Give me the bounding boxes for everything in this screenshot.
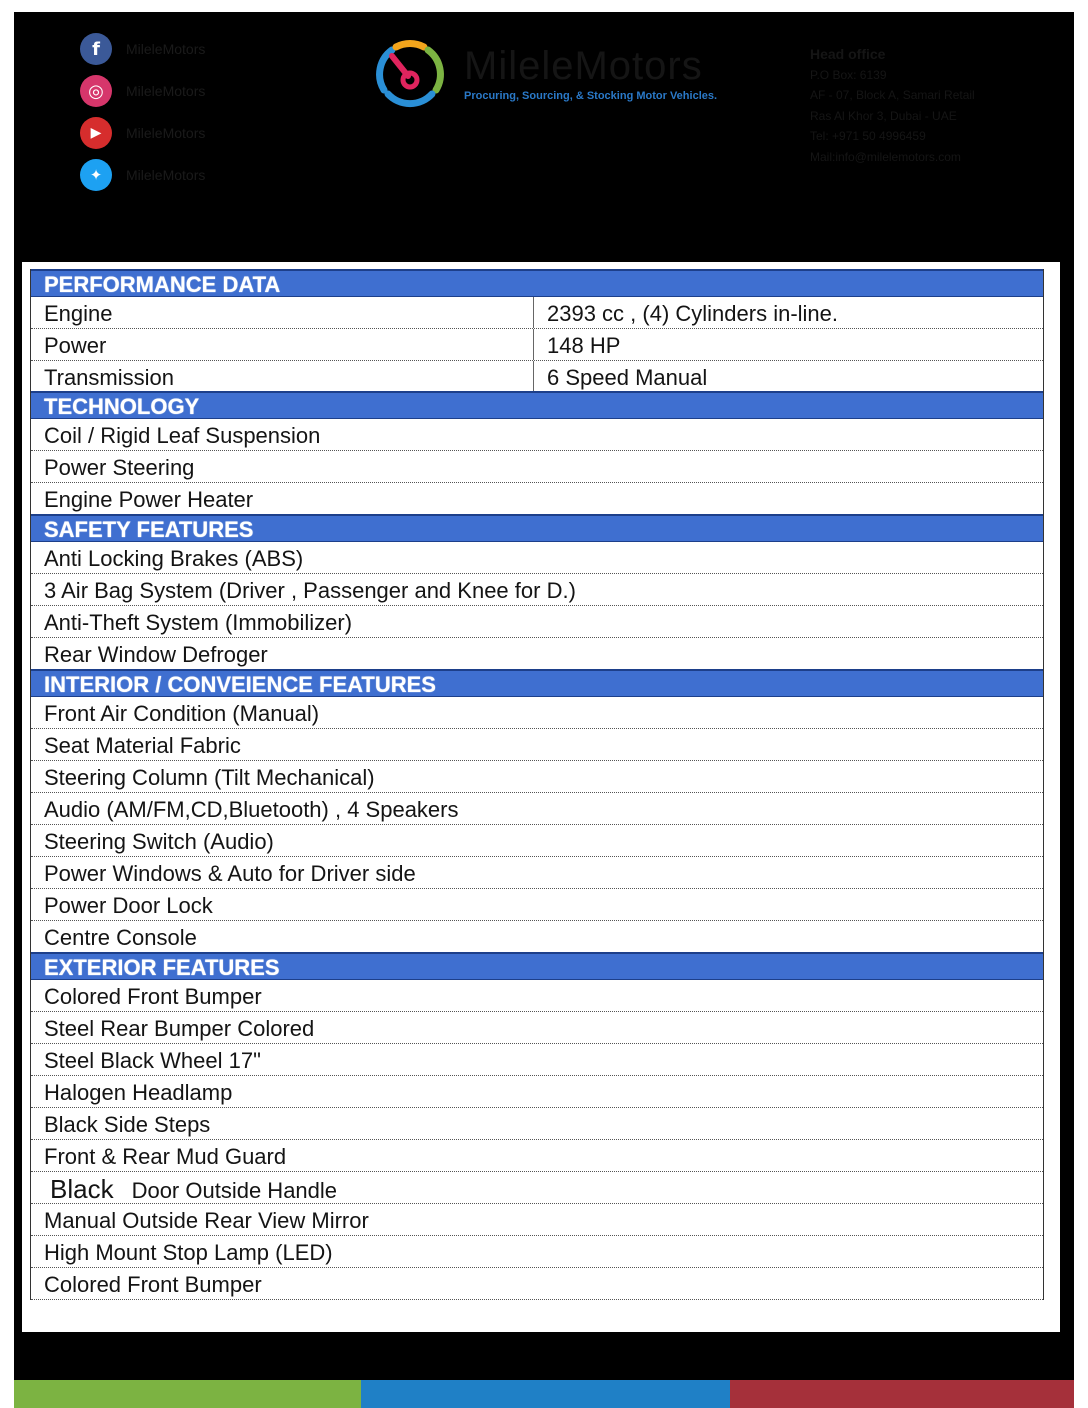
social-handle: MileleMotors [126, 41, 206, 57]
speedometer-logo-icon [370, 34, 450, 114]
spec-row [31, 606, 1043, 638]
spec-row [31, 980, 1043, 1012]
spec-label: Halogen Headlamp [44, 1080, 233, 1105]
spec-label: Coil / Rigid Leaf Suspension [44, 423, 321, 448]
spec-label: Door Outside Handle [131, 1178, 338, 1203]
brand-tagline: Procuring, Sourcing, & Stocking Motor Vehicles. [464, 90, 718, 102]
office-line: AF - 07, Block A, Samari Retail [810, 88, 975, 102]
spec-row [31, 297, 1043, 329]
brand-logo [370, 34, 717, 114]
spec-row [31, 419, 1043, 451]
spec-row [31, 1076, 1043, 1108]
spec-row [31, 889, 1043, 921]
social-handle: MileleMotors [126, 125, 206, 141]
head-office-title: Head office [810, 46, 886, 62]
spec-row [31, 1044, 1043, 1076]
spec-label: Rear Window Defroger [44, 642, 268, 667]
spec-label: Engine Power Heater [44, 487, 254, 512]
spec-label: Steering Column (Tilt Mechanical) [44, 765, 375, 790]
head-office-info [810, 44, 975, 167]
spec-label: Manual Outside Rear View Mirror [44, 1208, 369, 1233]
social-youtube[interactable] [80, 112, 205, 154]
social-handle: MileleMotors [126, 167, 206, 183]
spec-value: 6 Speed Manual [547, 365, 708, 390]
spec-label: Colored Front Bumper [44, 1272, 262, 1297]
spec-row [31, 451, 1043, 483]
section-header-exterior: EXTERIOR FEATURES [31, 952, 1043, 980]
spec-label: Power Windows & Auto for Driver side [44, 861, 416, 886]
spec-label: 3 Air Bag System (Driver , Passenger and Knee for D.) [44, 578, 576, 603]
spec-row [31, 329, 1043, 361]
spec-label: Black Side Steps [44, 1112, 211, 1137]
youtube-icon: ▶ [80, 117, 112, 149]
spec-label: Engine [31, 297, 534, 328]
twitter-icon: ✦ [80, 159, 112, 191]
spec-row [31, 483, 1043, 514]
spec-row [31, 361, 1043, 391]
facebook-icon: f [80, 33, 112, 65]
spec-row [31, 638, 1043, 669]
spec-label: Anti-Theft System (Immobilizer) [44, 610, 353, 635]
spec-row [31, 793, 1043, 825]
spec-row [31, 825, 1043, 857]
spec-value: 148 HP [547, 333, 621, 358]
section-header-performance: PERFORMANCE DATA [31, 269, 1043, 297]
social-instagram[interactable] [80, 70, 205, 112]
spec-row [31, 574, 1043, 606]
spec-label: Transmission [31, 361, 534, 391]
spec-label: Power Door Lock [44, 893, 213, 918]
social-twitter[interactable] [80, 154, 205, 196]
instagram-icon: ◎ [80, 75, 112, 107]
social-handle: MileleMotors [126, 83, 206, 99]
spec-row [31, 1012, 1043, 1044]
spec-label: Power Steering [44, 455, 195, 480]
spec-label: Steel Rear Bumper Colored [44, 1016, 315, 1041]
social-facebook[interactable] [80, 28, 205, 70]
spec-label: Seat Material Fabric [44, 733, 241, 758]
office-line: Tel: +971 50 4996459 [810, 129, 926, 143]
footer-bar-red [730, 1380, 1074, 1408]
spec-label-prefix: Black [50, 1174, 114, 1204]
spec-label: Colored Front Bumper [44, 984, 262, 1009]
spec-label: Front Air Condition (Manual) [44, 701, 320, 726]
spec-row [31, 1236, 1043, 1268]
social-links [80, 28, 205, 196]
spec-label: Anti Locking Brakes (ABS) [44, 546, 304, 571]
spec-row [31, 857, 1043, 889]
section-header-safety: SAFETY FEATURES [31, 514, 1043, 542]
spec-label: Front & Rear Mud Guard [44, 1144, 287, 1169]
section-header-interior: INTERIOR / CONVEIENCE FEATURES [31, 669, 1043, 697]
spec-row [31, 1108, 1043, 1140]
spec-row [31, 729, 1043, 761]
spec-label: Audio (AM/FM,CD,Bluetooth) , 4 Speakers [44, 797, 459, 822]
spec-row [31, 921, 1043, 952]
spec-row [31, 1172, 1043, 1204]
footer-bar-green [14, 1380, 361, 1408]
spec-value: 2393 cc , (4) Cylinders in-line. [547, 301, 839, 326]
spec-label: Centre Console [44, 925, 197, 950]
spec-row [31, 761, 1043, 793]
section-header-technology: TECHNOLOGY [31, 391, 1043, 419]
spec-label: Power [31, 329, 534, 360]
spec-table [30, 269, 1044, 1300]
spec-label: High Mount Stop Lamp (LED) [44, 1240, 333, 1265]
spec-label: Steering Switch (Audio) [44, 829, 274, 854]
office-email[interactable]: Mail:info@milelemotors.com [810, 149, 961, 164]
spec-row [31, 697, 1043, 729]
spec-label: Steel Black Wheel 17" [44, 1048, 261, 1073]
spec-row [31, 1204, 1043, 1236]
office-line: Ras Al Khor 3, Dubai - UAE [810, 108, 957, 123]
footer-bar-blue [361, 1380, 730, 1408]
brand-name: MileleMotors [464, 44, 703, 88]
spec-row [31, 1140, 1043, 1172]
spec-row [31, 542, 1043, 574]
office-line: P.O Box: 6139 [810, 67, 887, 82]
spec-row [31, 1268, 1043, 1300]
